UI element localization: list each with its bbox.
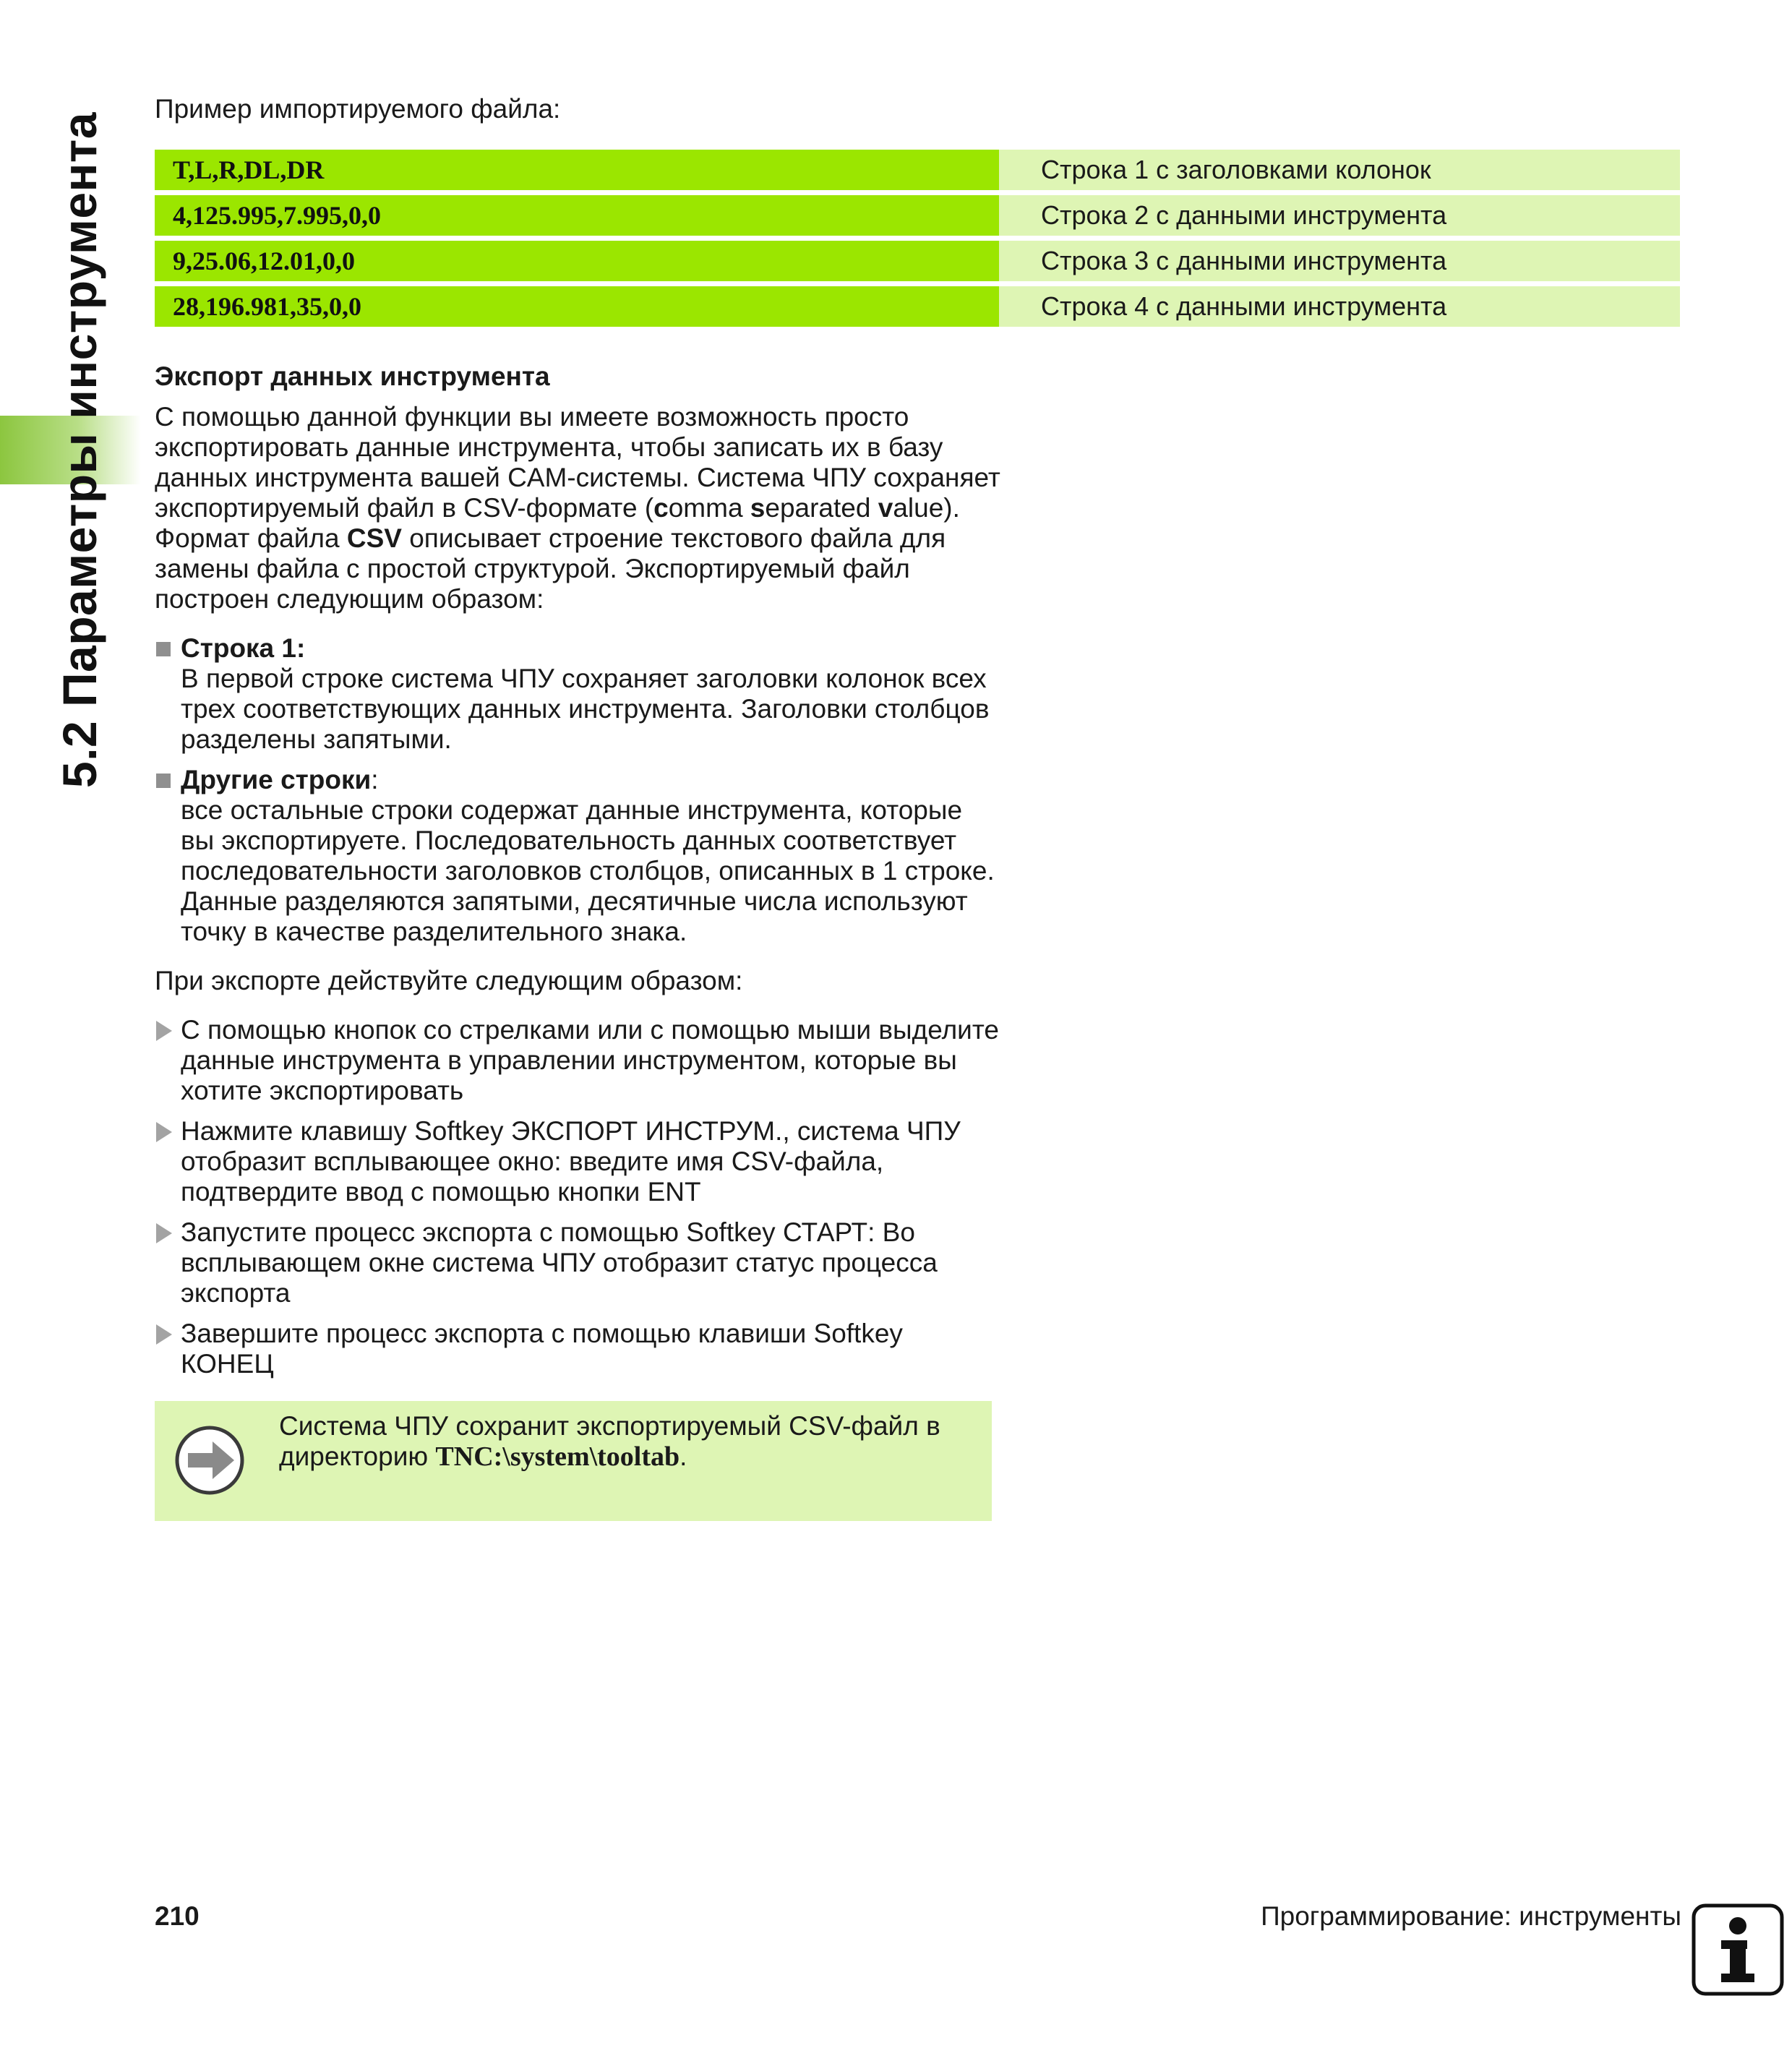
example-row bbox=[155, 150, 1680, 190]
text-run: eparated bbox=[765, 493, 878, 523]
arrow-right-circle-icon bbox=[173, 1424, 246, 1496]
section-heading: Экспорт данных инструмента bbox=[155, 361, 550, 391]
example-file-table bbox=[155, 150, 1680, 332]
example-description: Строка 4 с данными инструмента bbox=[999, 286, 1680, 327]
example-row bbox=[155, 195, 1680, 236]
main-column bbox=[155, 361, 1000, 1521]
triangle-bullet-icon bbox=[156, 1021, 172, 1041]
note-text-end: . bbox=[679, 1441, 687, 1471]
bullet-title: Строка 1: bbox=[181, 633, 306, 663]
note-text-run: Система ЧПУ сохранит экспортируемый CSV-файл в директорию bbox=[279, 1411, 940, 1471]
triangle-bullet-icon bbox=[156, 1223, 172, 1243]
note-text bbox=[279, 1411, 973, 1472]
step-text: Запустите процесс экспорта с помощью Softkey СТАРТ: Во всплывающем окне система ЧПУ отобразит статус процесса экспорта bbox=[181, 1217, 938, 1308]
bullet-text: В первой строке система ЧПУ сохраняет заголовки колонок всех трех соответствующих данных инструмента. Заголовки столбцов разделены запятыми. bbox=[181, 664, 990, 754]
step-item bbox=[155, 1319, 1000, 1379]
square-bullet-icon bbox=[156, 774, 171, 788]
step-text: Нажмите клавишу Softkey ЭКСПОРТ ИНСТРУМ., система ЧПУ отобразит всплывающее окно: введите имя CSV-файла, подтвердите ввод с помощью кнопки ENT bbox=[181, 1116, 961, 1207]
export-description bbox=[155, 402, 1000, 614]
bold-run: v bbox=[878, 493, 893, 523]
example-code: 4,125.995,7.995,0,0 bbox=[155, 195, 999, 236]
triangle-bullet-icon bbox=[156, 1324, 172, 1345]
bold-run: s bbox=[750, 493, 766, 523]
example-description: Строка 3 с данными инструмента bbox=[999, 241, 1680, 281]
example-row bbox=[155, 241, 1680, 281]
triangle-bullet-icon bbox=[156, 1122, 172, 1142]
step-text: Завершите процесс экспорта с помощью клавиши Softkey КОНЕЦ bbox=[181, 1319, 903, 1379]
example-description: Строка 2 с данными инструмента bbox=[999, 195, 1680, 236]
text-run: описывает строение текстового файла для замены файла с простой структурой. Экспортируемый файл построен следующим образом: bbox=[155, 523, 946, 614]
example-code: 28,196.981,35,0,0 bbox=[155, 286, 999, 327]
page-number: 210 bbox=[155, 1901, 200, 1931]
info-icon bbox=[1691, 1903, 1785, 1997]
bullet-title-suffix: : bbox=[371, 765, 379, 794]
bold-run: c bbox=[653, 493, 669, 523]
text-run: С помощью данной функции вы имеете возможность просто экспортировать данные инструмента, чтобы записать их в базу данных инструмента вашей CAM-системы. Система ЧПУ сохраняет экспортируемый файл в CSV-формате ( bbox=[155, 402, 1000, 523]
example-description: Строка 1 с заголовками колонок bbox=[999, 150, 1680, 190]
step-item bbox=[155, 1116, 1000, 1207]
note-box bbox=[155, 1401, 992, 1521]
example-row bbox=[155, 286, 1680, 327]
square-bullet-icon bbox=[156, 642, 171, 656]
example-code: T,L,R,DL,DR bbox=[155, 150, 999, 190]
bullet-item bbox=[155, 633, 1000, 755]
step-item bbox=[155, 1217, 1000, 1308]
text-run: alue). Формат файла bbox=[155, 493, 960, 553]
step-item bbox=[155, 1015, 1000, 1106]
example-intro: Пример импортируемого файла: bbox=[155, 94, 561, 124]
steps-intro: При экспорте действуйте следующим образом: bbox=[155, 966, 743, 995]
bold-run: CSV bbox=[346, 523, 402, 553]
footer-chapter-title: Программирование: инструменты bbox=[1261, 1901, 1681, 1931]
bullet-text: все остальные строки содержат данные инструмента, которые вы экспортируете. Последовательность данных соответствует последовательности заголовков столбцов, описанных в 1 строке. Данные разделяются запятыми, десятичные числа используют точку в качестве разделительного знака. bbox=[181, 795, 995, 946]
bullet-item bbox=[155, 765, 1000, 947]
step-text: С помощью кнопок со стрелками или с помощью мыши выделите данные инструмента в управлении инструментом, которые вы хотите экспортировать bbox=[181, 1015, 999, 1105]
example-code: 9,25.06,12.01,0,0 bbox=[155, 241, 999, 281]
bullet-title: Другие строки bbox=[181, 765, 372, 794]
section-title-vertical: 5.2 Параметры инструмента bbox=[53, 112, 106, 788]
note-path: TNC:\system\tooltab bbox=[435, 1441, 680, 1472]
text-run: omma bbox=[668, 493, 750, 523]
